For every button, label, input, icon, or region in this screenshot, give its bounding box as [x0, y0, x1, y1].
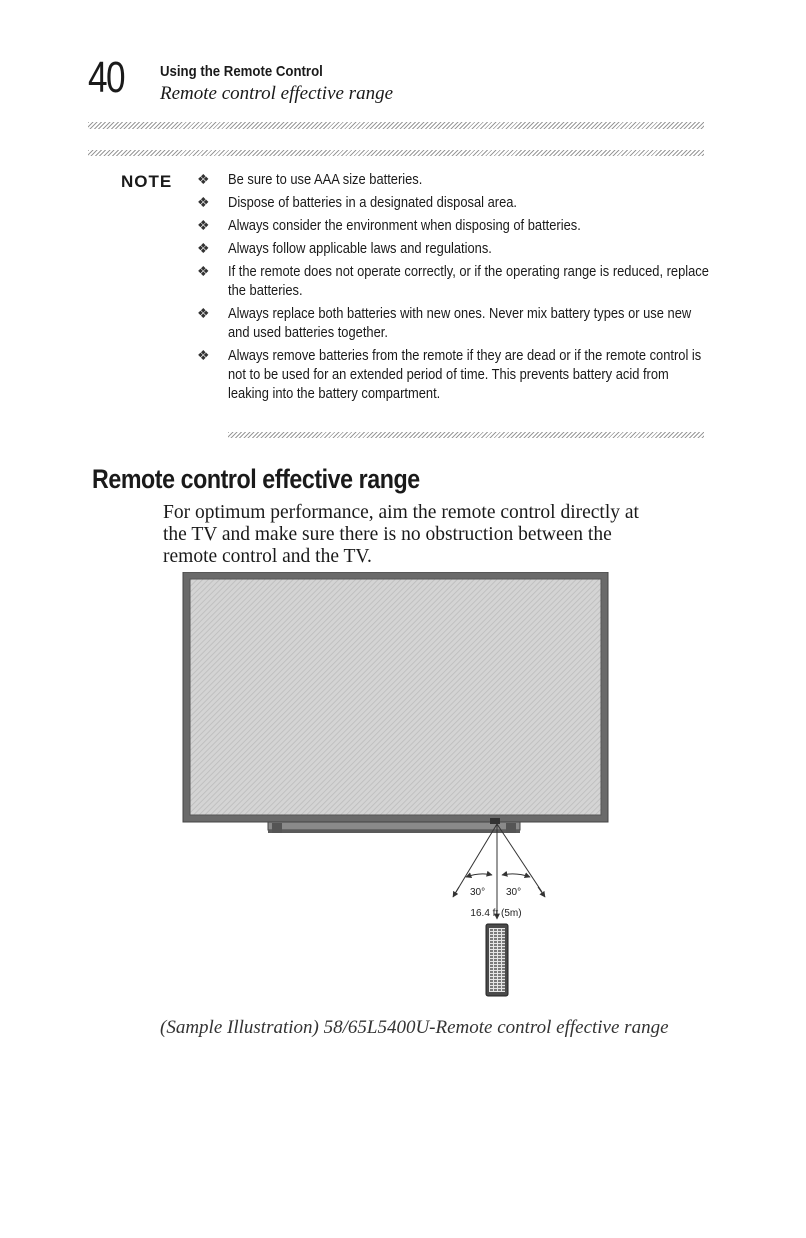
diamond-bullet-icon: ❖ — [197, 217, 210, 233]
note-item: ❖ Always consider the environment when disposing of batteries. — [197, 217, 581, 234]
note-list — [197, 170, 717, 407]
diamond-bullet-icon: ❖ — [197, 347, 210, 363]
header-rule — [88, 122, 704, 129]
note-item: ❖ Always replace both batteries with new ones. Never mix battery types or use new and used batteries together. — [197, 305, 692, 341]
page-number: 40 — [88, 53, 124, 102]
diamond-bullet-icon: ❖ — [197, 171, 210, 187]
note-item: ❖ If the remote does not operate correctly, or if the operating range is reduced, replace the batteries. — [197, 263, 709, 299]
diamond-bullet-icon: ❖ — [197, 305, 210, 321]
section-subtitle: Remote control effective range — [160, 83, 394, 104]
chapter-title: Using the Remote Control — [160, 63, 323, 80]
remote-control-illustration — [486, 924, 508, 996]
diamond-bullet-icon: ❖ — [197, 194, 210, 210]
note-label: NOTE — [121, 172, 173, 191]
section-heading: Remote control effective range — [92, 464, 420, 494]
note-item: ❖ Be sure to use AAA size batteries. — [197, 171, 423, 188]
range-lines — [453, 824, 545, 919]
angle-right-label: 30° — [506, 887, 522, 898]
tv-illustration — [183, 572, 608, 833]
diamond-bullet-icon: ❖ — [197, 263, 210, 279]
note-item: ❖ Always remove batteries from the remote if they are dead or if the remote control is not to be used for an extended period of time. This prevents battery acid from leaking into the battery compartment. — [197, 347, 702, 402]
angle-left-label: 30° — [470, 887, 486, 898]
note-bottom-rule — [228, 432, 704, 438]
note-item: ❖ Always follow applicable laws and regulations. — [197, 240, 492, 257]
diamond-bullet-icon: ❖ — [197, 240, 210, 256]
remote-range-illustration — [170, 572, 620, 1002]
figure-caption: (Sample Illustration) 58/65L5400U-Remote control effective range — [160, 1017, 669, 1038]
distance-label: 16.4 ft (5m) — [470, 908, 522, 919]
section-body: For optimum performance, aim the remote control directly at the TV and make sure there is no obstruction between the remote control and the TV. — [163, 502, 639, 567]
note-item: ❖ Dispose of batteries in a designated disposal area. — [197, 194, 518, 211]
note-top-rule — [88, 150, 704, 156]
